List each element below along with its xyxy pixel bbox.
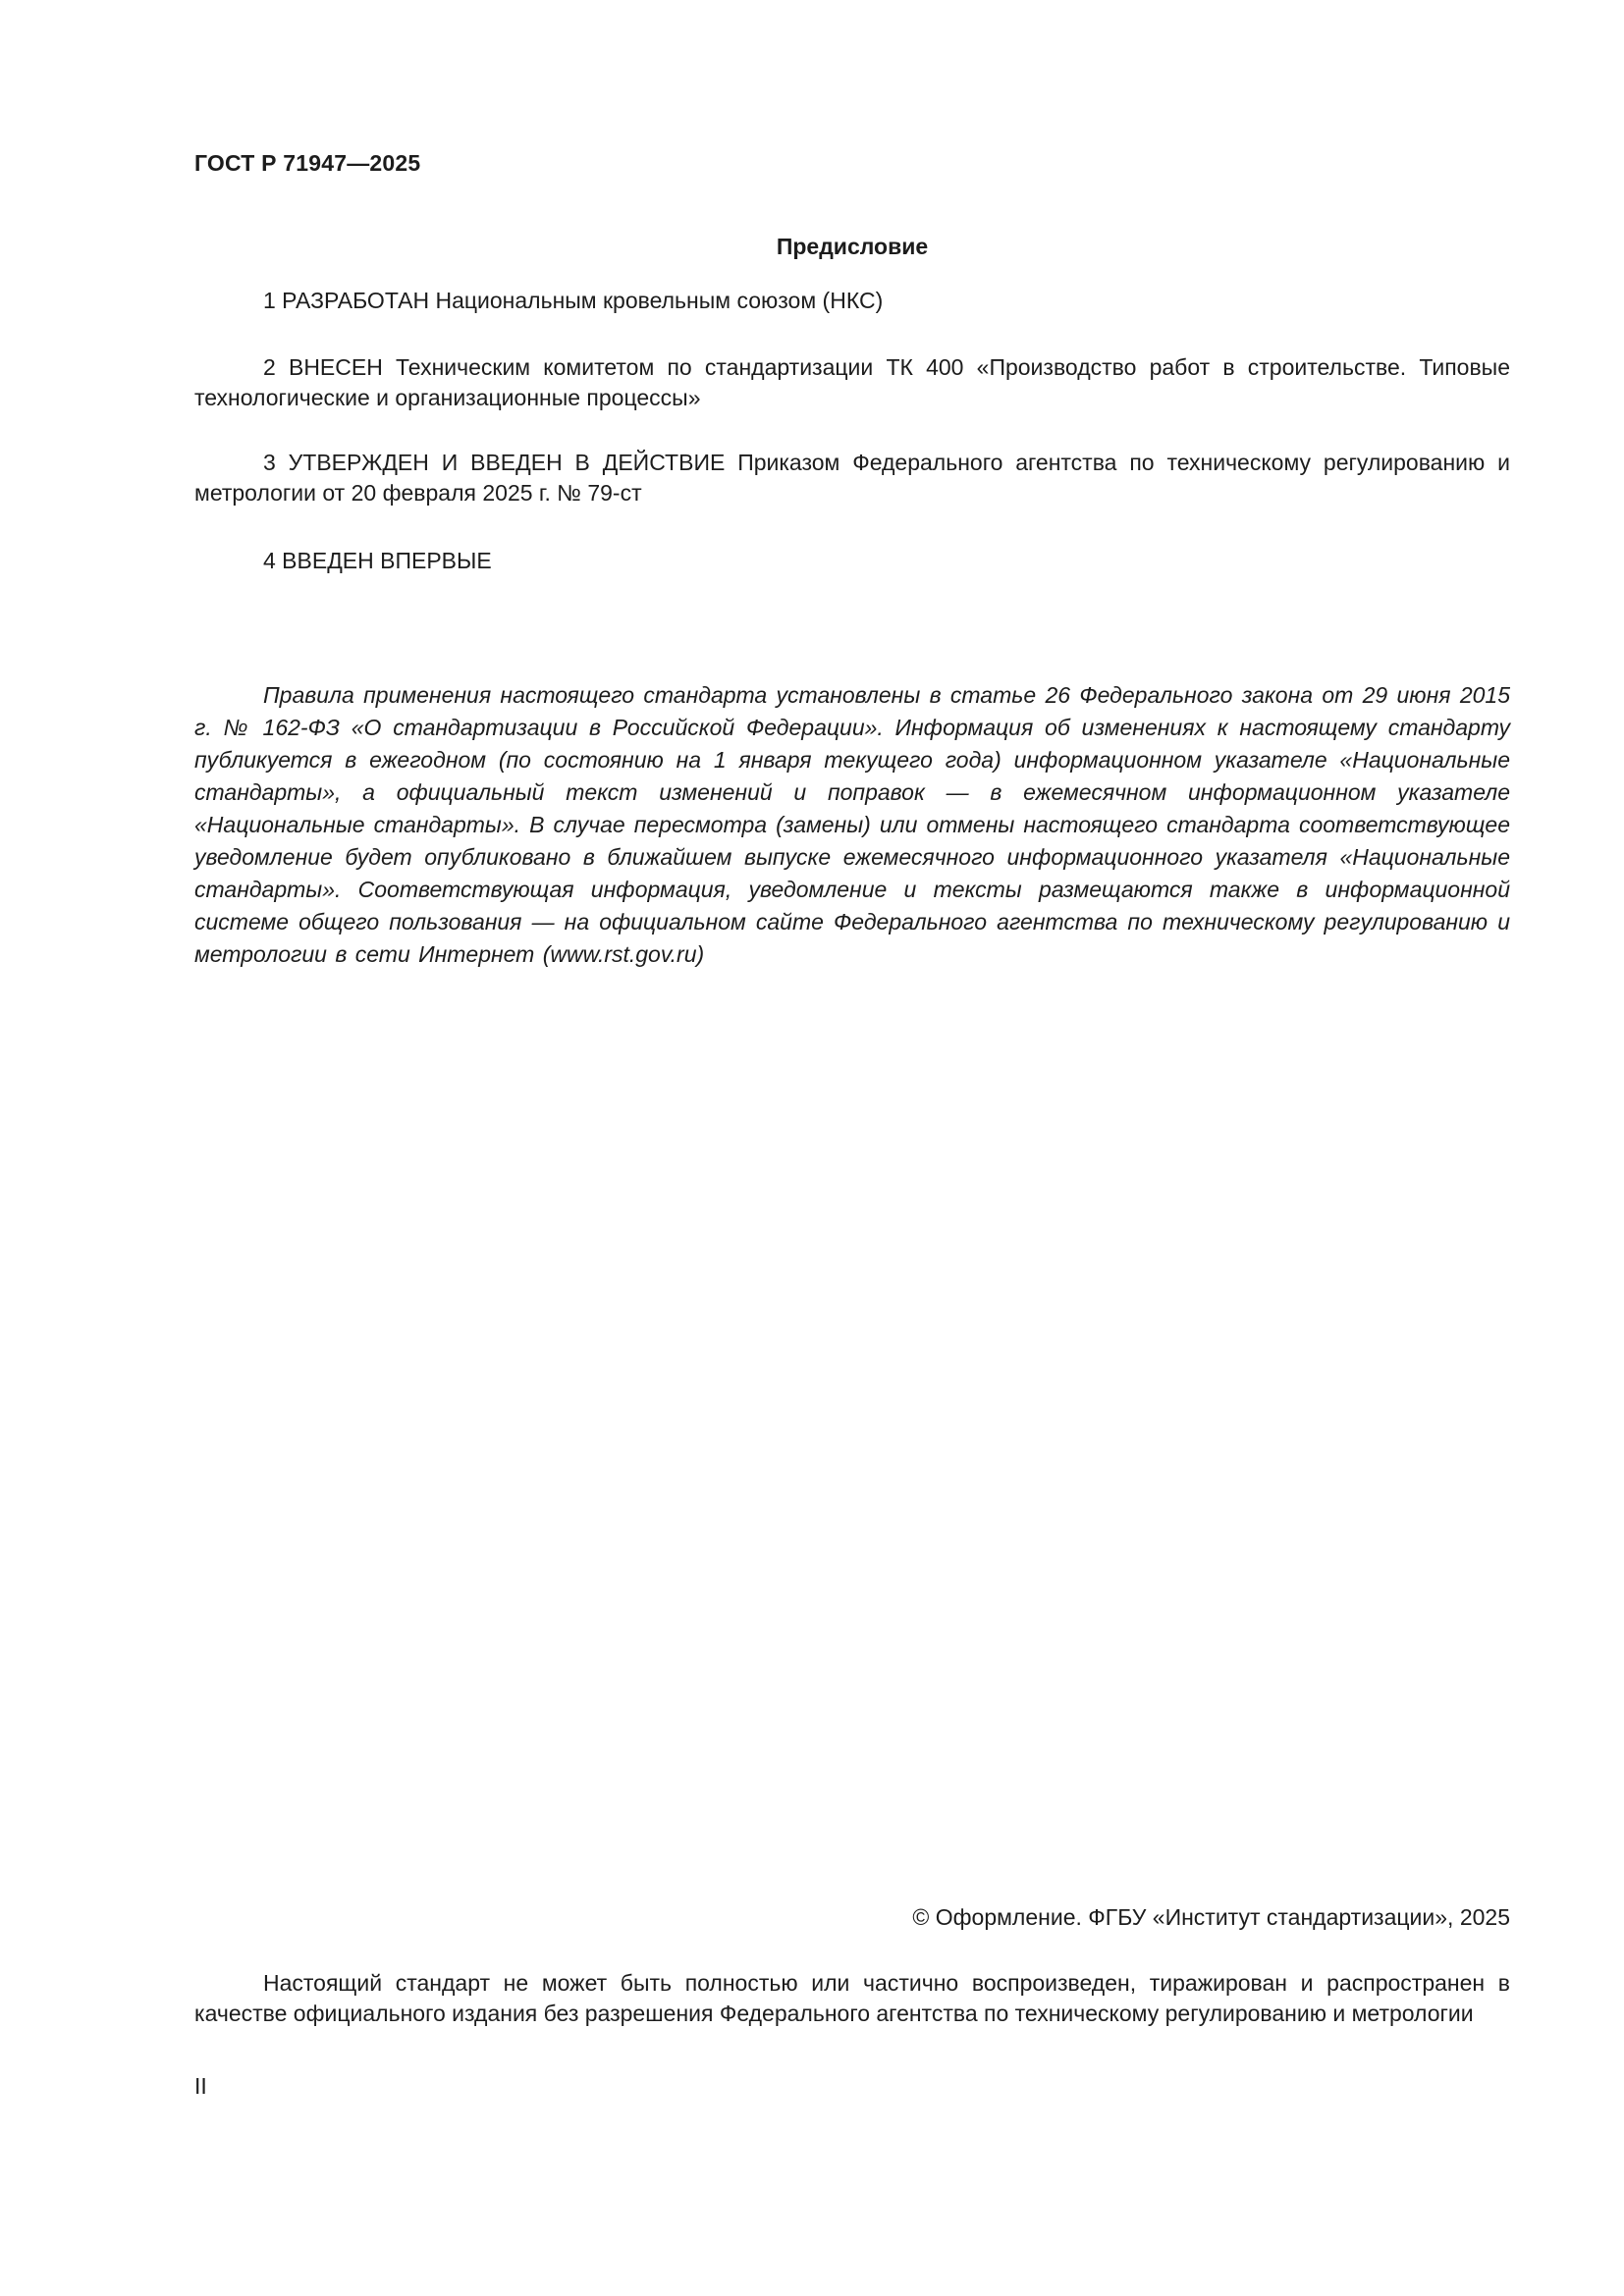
copyright-notice: © Оформление. ФГБУ «Институт стандартизации», 2025 <box>912 1904 1510 1930</box>
foreword-item-submitted: 2 ВНЕСЕН Техническим комитетом по стандартизации ТК 400 «Производство работ в строительстве. Типовые технологические и организационные процессы» <box>194 354 1510 410</box>
application-rules-note: Правила применения настоящего стандарта установлены в статье 26 Федерального закона от 29 июня 2015 г. № 162-ФЗ «О стандартизации в Российской Федерации». Информация об изменениях к настоящему стандарту публикуется в ежегодном (по состоянию на 1 января текущего года) информационном указателе «Национальные стандарты», а официальный текст изменений и поправок — в ежемесячном информационном указателе «Национальные стандарты». В случае пересмотра (замены) или отмены настоящего стандарта соответствующее уведомление будет опубликовано в ближайшем выпуске ежемесячного информационного указателя «Национальные стандарты». Соответствующая информация, уведомление и тексты размещаются также в информационной системе общего пользования — на официальном сайте Федерального агентства по техническому регулированию и метрологии в сети Интернет (www.rst.gov.ru) <box>194 682 1510 967</box>
foreword-item-introduced: 4 ВВЕДЕН ВПЕРВЫЕ <box>263 548 492 573</box>
section-title-foreword: Предисловие <box>776 234 929 259</box>
foreword-item-approved: 3 УТВЕРЖДЕН И ВВЕДЕН В ДЕЙСТВИЕ Приказом Федерального агентства по техническому регулированию и метрологии от 20 февраля 2025 г. № 79-ст <box>194 450 1510 506</box>
content-column <box>194 0 1510 2296</box>
page-number: II <box>194 2073 207 2099</box>
standard-code-header: ГОСТ Р 71947—2025 <box>194 150 421 176</box>
reproduction-restriction-notice: Настоящий стандарт не может быть полностью или частично воспроизведен, тиражирован и распространен в качестве официального издания без разрешения Федерального агентства по техническому регулированию и метрологии <box>194 1970 1510 2026</box>
foreword-item-developed: 1 РАЗРАБОТАН Национальным кровельным союзом (НКС) <box>263 288 884 313</box>
